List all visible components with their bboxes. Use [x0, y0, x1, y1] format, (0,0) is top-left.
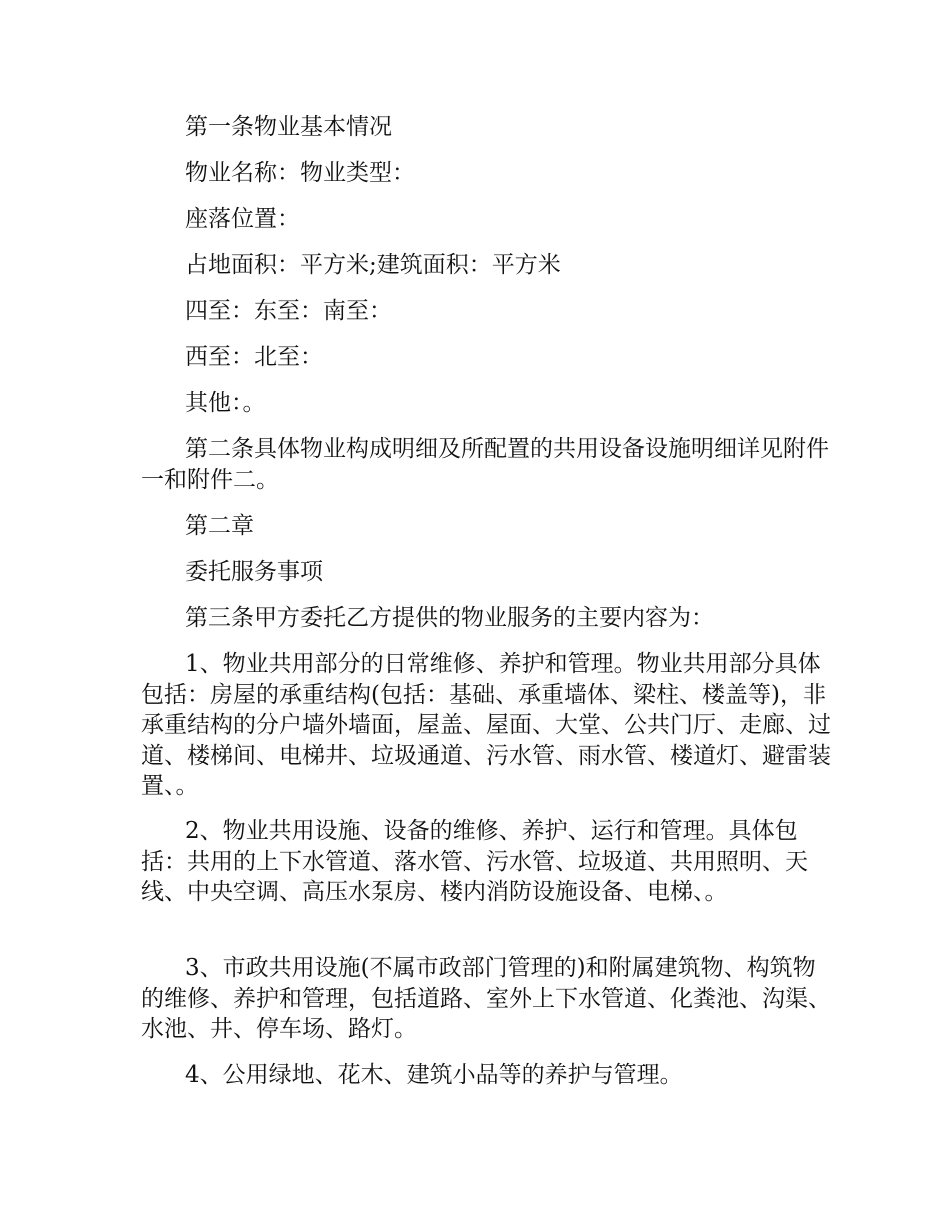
- item-1-paragraph: 1、物业共用部分的日常维修、养护和管理。物业共用部分具体包括：房屋的承重结构(包括：基础、承重墙体、梁柱、楼盖等)，非承重结构的分户墙外墙面，屋盖、屋面、大堂、公共门厅、走廊、过道、楼梯间、电梯井、垃圾通道、污水管、雨水管、楼道灯、避雷装置、。: [141, 651, 831, 799]
- article-1-heading: 第一条物业基本情况: [185, 114, 392, 140]
- article-3-heading: 第三条甲方委托乙方提供的物业服务的主要内容为：: [185, 605, 714, 631]
- chapter-2-title: 委托服务事项: [185, 559, 323, 585]
- boundaries-west-north-line: 西至：北至：: [185, 344, 323, 370]
- item-4-paragraph: 4、公用绿地、花木、建筑小品等的养护与管理。: [185, 1062, 683, 1088]
- chapter-2-heading: 第二章: [185, 513, 254, 539]
- item-2-paragraph: 2、物业共用设施、设备的维修、养护、运行和管理。具体包括：共用的上下水管道、落水管、污水管、垃圾道、共用照明、天线、中央空调、高压水泵房、楼内消防设施设备、电梯、。: [141, 818, 808, 905]
- area-line: 占地面积：平方米;建筑面积：平方米: [185, 252, 561, 278]
- article-2-paragraph: 第二条具体物业构成明细及所配置的共用设备设施明细详见附件一和附件二。: [141, 436, 829, 493]
- item-3-paragraph: 3、市政共用设施(不属市政部门管理的)和附属建筑物、构筑物的维修、养护和管理，包括道路、室外上下水管道、化粪池、沟渠、水池、井、停车场、路灯。: [141, 955, 831, 1042]
- location-line: 座落位置：: [185, 206, 300, 232]
- other-line: 其他：。: [185, 390, 266, 416]
- boundaries-east-south-line: 四至：东至：南至：: [185, 298, 392, 324]
- property-name-type-line: 物业名称：物业类型：: [185, 160, 415, 186]
